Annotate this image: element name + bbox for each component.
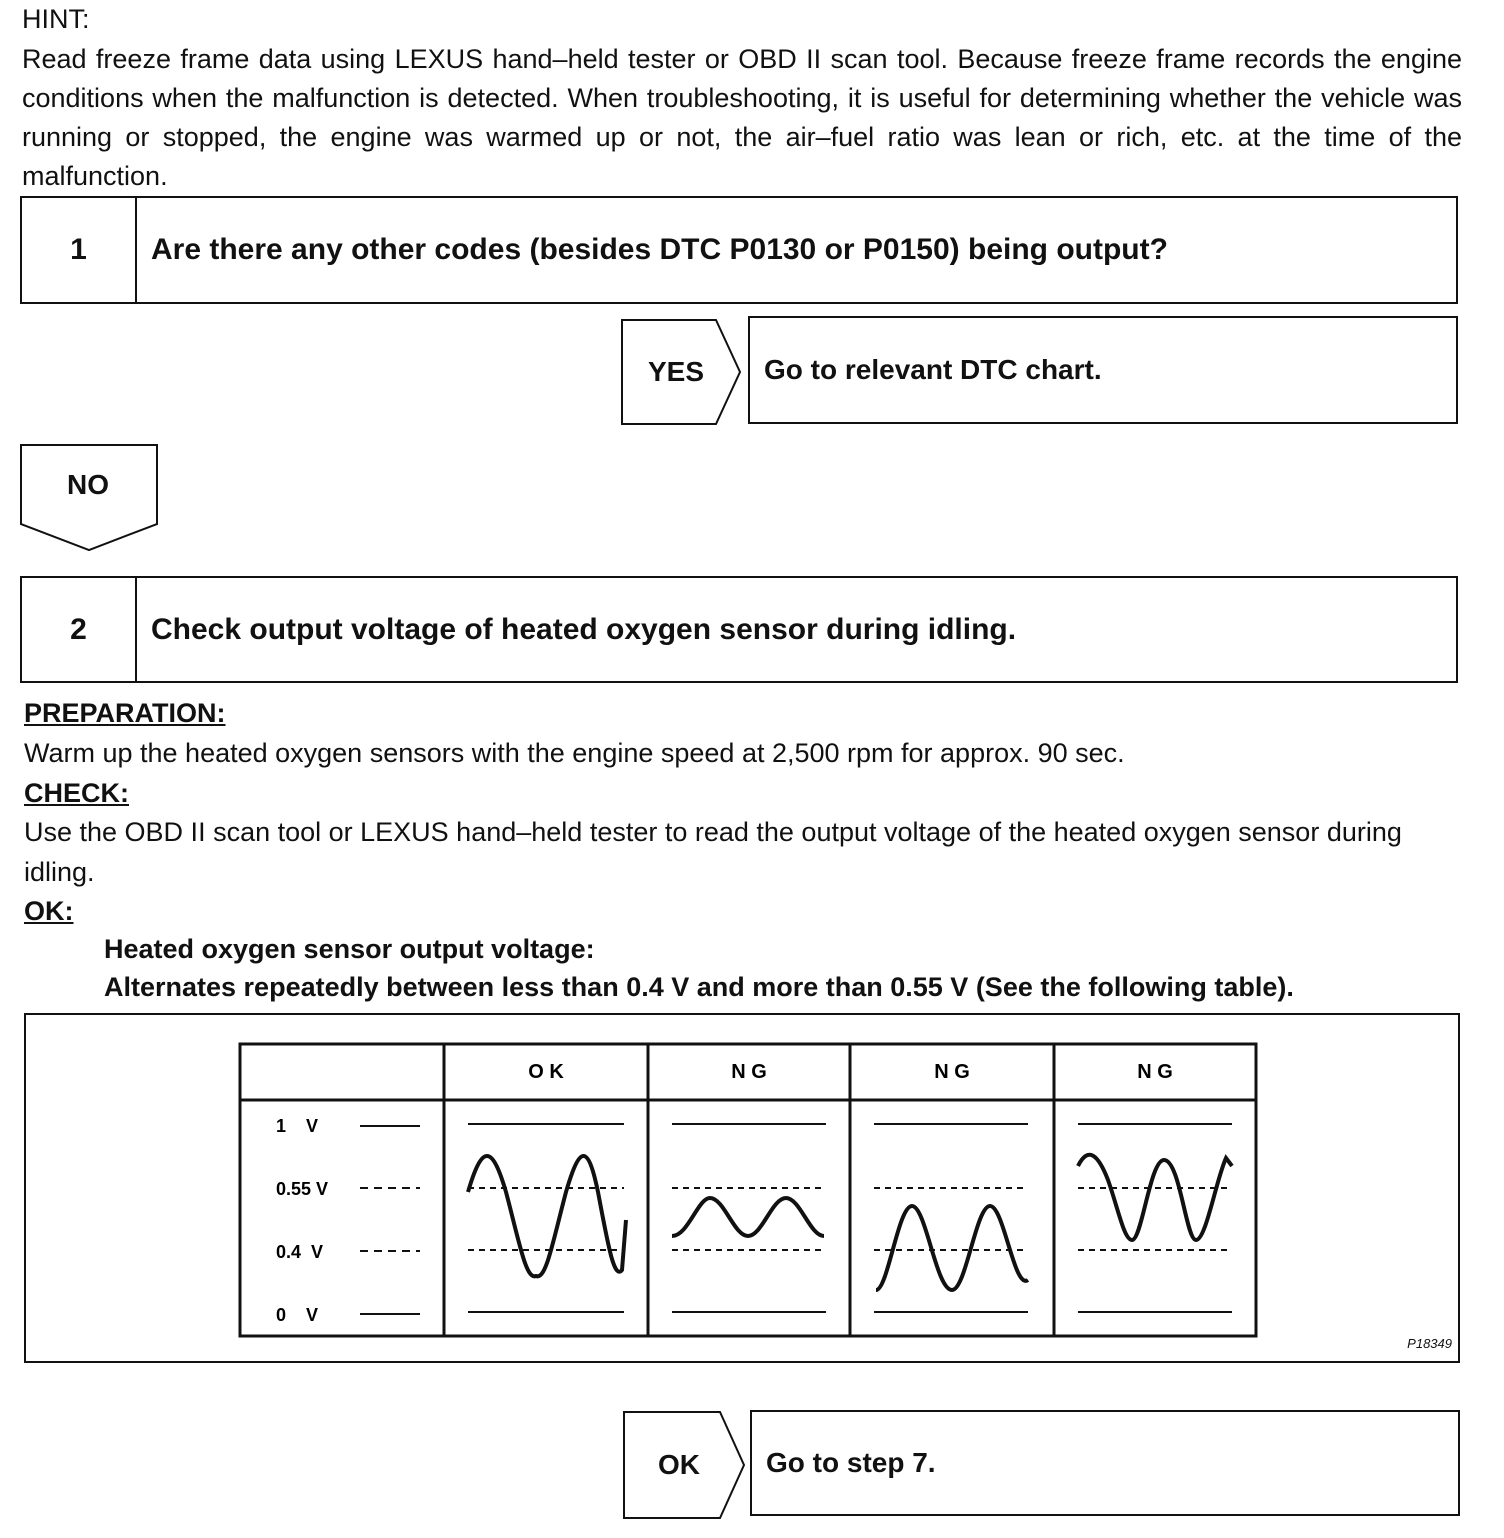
figure-code: P18349 — [1407, 1336, 1452, 1351]
voltage-label-04v: 0.4 V — [276, 1242, 324, 1262]
voltage-label-055v: 0.55 V — [276, 1179, 329, 1199]
ok-criteria-line-1: Heated oxygen sensor output voltage: — [104, 934, 595, 964]
step-1-number: 1 — [22, 198, 137, 302]
voltage-waveform-table — [236, 1040, 1262, 1340]
ok-criteria-line-2: Alternates repeatedly between less than 0.4 V and more than 0.55 V (See the following table). — [104, 972, 1294, 1002]
header-ng-2: N G — [934, 1061, 970, 1083]
check-text: Use the OBD II scan tool or LEXUS hand–held tester to read the output voltage of the heated oxygen sensor during idling. — [24, 817, 1402, 887]
yes-result-box: Go to relevant DTC chart. — [748, 316, 1458, 424]
step-2-title: Check output voltage of heated oxygen sensor during idling. — [151, 612, 1017, 646]
waveform-ok — [468, 1156, 626, 1276]
header-ng-1: N G — [731, 1061, 767, 1083]
yes-label: YES — [647, 356, 705, 387]
ok-label: OK: — [24, 896, 74, 926]
header-ok: O K — [528, 1061, 564, 1083]
waveform-ng-low-bias — [876, 1206, 1028, 1290]
step-1-box — [20, 196, 1458, 304]
waveform-ng-low-amplitude — [672, 1198, 824, 1236]
voltage-label-1v: 1 V — [276, 1116, 319, 1136]
step-2-box — [20, 576, 1458, 683]
ok-result-box: Go to step 7. — [750, 1410, 1460, 1516]
hint-title: HINT: — [22, 4, 90, 34]
no-label: NO — [67, 469, 109, 500]
preparation-label: PREPARATION: — [24, 698, 226, 728]
header-ng-3: N G — [1137, 1061, 1173, 1083]
check-label: CHECK: — [24, 778, 129, 808]
waveform-ng-high-bias — [1078, 1155, 1232, 1240]
preparation-text: Warm up the heated oxygen sensors with the engine speed at 2,500 rpm for approx. 90 sec. — [24, 738, 1125, 768]
ok-result-label: OK — [658, 1449, 700, 1480]
voltage-label-0v: 0 V — [276, 1305, 319, 1325]
hint-body: Read freeze frame data using LEXUS hand–held tester or OBD II scan tool. Because freeze frame records the engine conditions when the malfunction is detected. When troubleshooting, it is useful for determining whether the vehicle was running or stopped, the engine was warmed up or not, the air–fuel ratio was lean or rich, etc. at the time of the malfunction. — [22, 44, 1462, 191]
step-1-question: Are there any other codes (besides DTC P0130 or P0150) being output? — [151, 233, 1168, 266]
step-2-number: 2 — [22, 578, 137, 681]
